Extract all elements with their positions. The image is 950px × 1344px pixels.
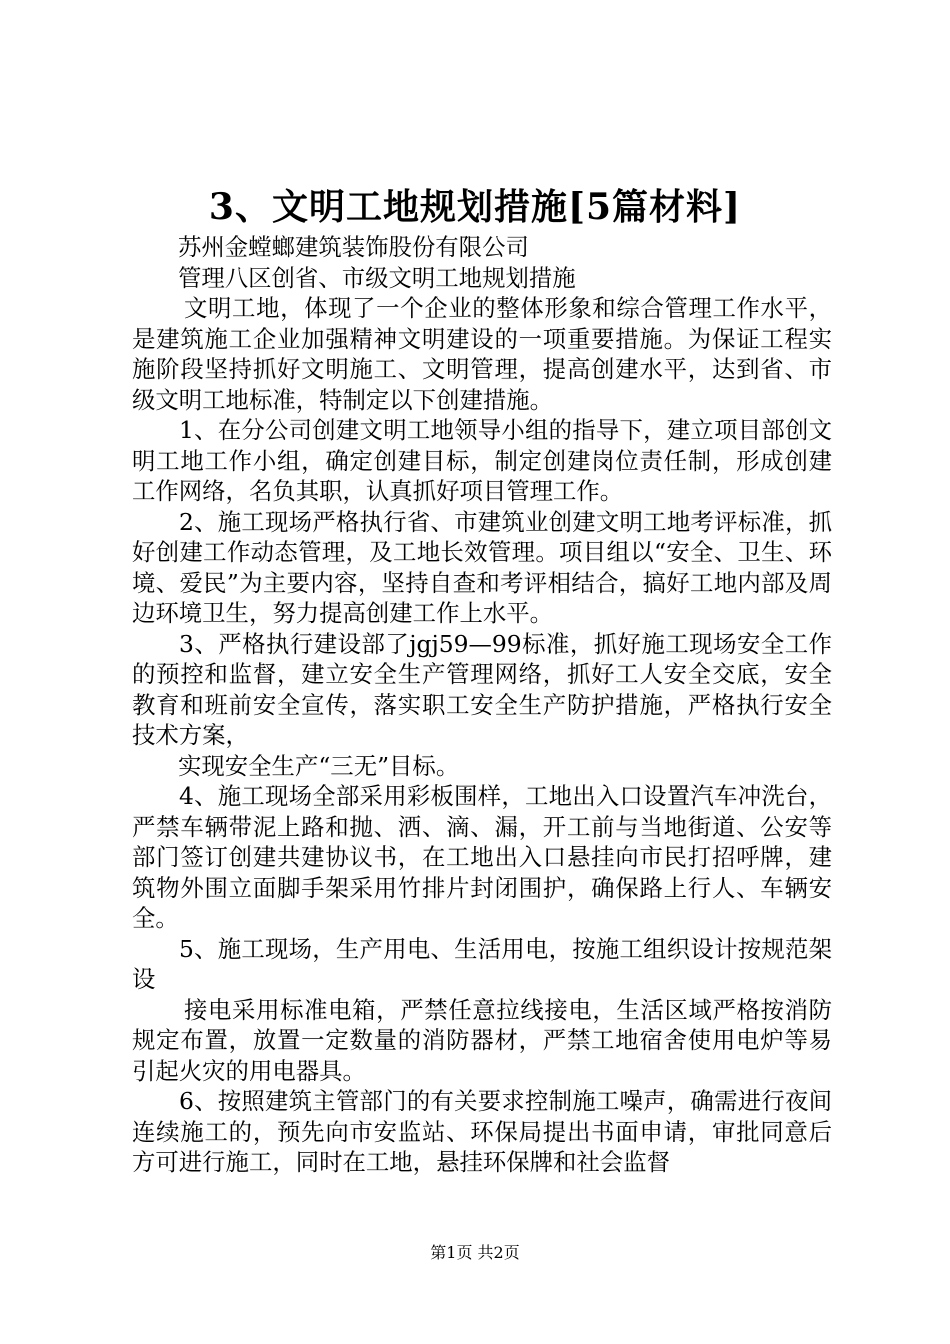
paragraph-item-5: 5、施工现场，生产用电、生活用电，按施工组织设计按规范架设 — [132, 934, 832, 993]
subtitle: 管理八区创省、市级文明工地规划措施 — [178, 263, 576, 292]
paragraph-item-1: 1、在分公司创建文明工地领导小组的指导下，建立项目部创文明工地工作小组，确定创建目标，制定创建岗位责任制，形成创建工作网络，名负其职，认真抓好项目管理工作。 — [132, 416, 832, 505]
paragraph-item-4: 4、施工现场全部采用彩板围样，工地出入口设置汽车冲洗台，严禁车辆带泥上路和抛、洒、滴、漏，开工前与当地街道、公安等部门签订创建共建协议书，在工地出入口悬挂向市民打招呼牌，建筑物外围立面脚手架采用竹排片封闭围护，确保路上行人、车辆安全。 — [132, 782, 832, 932]
paragraph-intro: 文明工地，体现了一个企业的整体形象和综合管理工作水平，是建筑施工企业加强精神文明建设的一项重要措施。为保证工程实施阶段坚持抓好文明施工、文明管理，提高创建水平，达到省、市级文明工地标准，特制定以下创建措施。 — [132, 294, 832, 414]
paragraph-item-3-continued: 实现安全生产“三无”目标。 — [178, 751, 460, 780]
paragraph-item-5-continued: 接电采用标准电箱，严禁任意拉线接电，生活区域严格按消防规定布置，放置一定数量的消防器材，严禁工地宿舍使用电炉等易引起火灾的用电器具。 — [132, 995, 832, 1085]
company-name: 苏州金螳螂建筑装饰股份有限公司 — [178, 233, 529, 261]
document-title: 3、文明工地规划措施[5篇材料] — [208, 186, 742, 228]
page-footer: 第1页 共2页 — [430, 1243, 520, 1262]
document-body — [132, 232, 832, 1178]
paragraph-item-3: 3、严格执行建设部了jgj59—99标准，抓好施工现场安全工作的预控和监督，建立安全生产管理网络，抓好工人安全交底，安全教育和班前安全宣传，落实职工安全生产防护措施，严格执行安全技术方案， — [132, 629, 832, 749]
paragraph-item-6: 6、按照建筑主管部门的有关要求控制施工噪声，确需进行夜间连续施工的，预先向市安监站、环保局提出书面申请，审批同意后方可进行施工，同时在工地，悬挂环保牌和社会监督 — [132, 1087, 832, 1176]
paragraph-item-2: 2、施工现场严格执行省、市建筑业创建文明工地考评标准，抓好创建工作动态管理，及工地长效管理。项目组以“安全、卫生、环境、爱民”为主要内容，坚持自查和考评相结合，搞好工地内部及周边环境卫生，努力提高创建工作上水平。 — [132, 507, 832, 627]
